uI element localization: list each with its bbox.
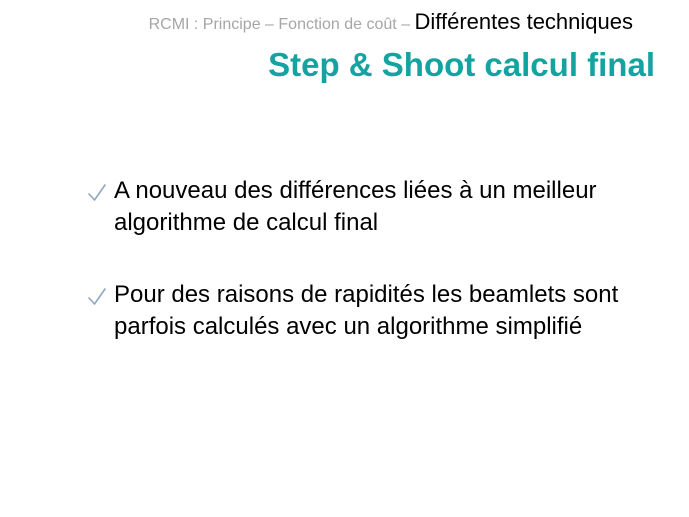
breadcrumb-current: Différentes techniques bbox=[414, 9, 633, 34]
check-icon bbox=[86, 286, 108, 308]
bullet-item bbox=[86, 279, 666, 343]
bullet-text: Pour des raisons de rapidités les beamlets sont parfois calculés avec un algorithme simplifié bbox=[114, 281, 619, 340]
breadcrumb bbox=[149, 8, 633, 39]
check-icon bbox=[86, 182, 108, 204]
breadcrumb-prefix: RCMI : Principe – Fonction de coût – bbox=[148, 16, 415, 33]
bullet-list bbox=[86, 175, 666, 383]
bullet-item bbox=[86, 175, 666, 239]
bullet-text: A nouveau des différences liées à un meilleur algorithme de calcul final bbox=[114, 177, 597, 236]
slide-title: Step & Shoot calcul final bbox=[268, 46, 655, 83]
